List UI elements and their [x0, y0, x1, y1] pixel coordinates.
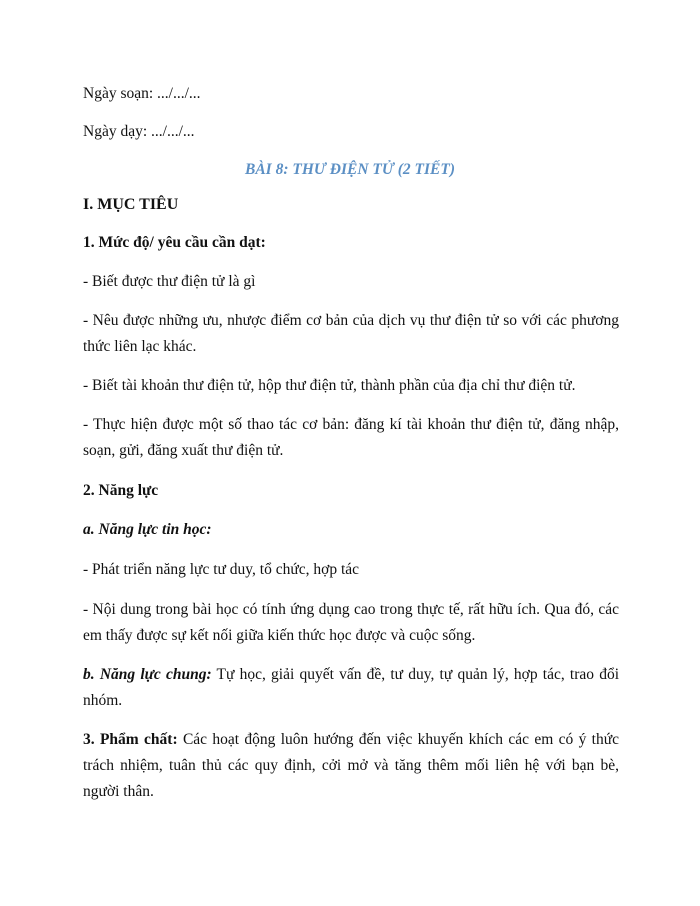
- ngay-day: Ngày dạy: .../.../...: [83, 123, 195, 140]
- text-nang-luc-chung: Tự học, giải quyết vấn đề, tư duy, tự quản lý, hợp tác, trao đổi: [211, 666, 619, 683]
- ngay-soan: Ngày soạn: .../.../...: [83, 85, 201, 102]
- paragraph-continuation: trách nhiệm, tuân thủ các quy định, cởi mở và tăng thêm mối liên hệ với bạn bè,: [83, 757, 619, 774]
- text-pham-chat: Các hoạt động luôn hướng đến việc khuyến khích các em có ý thức: [177, 731, 619, 748]
- list-item: - Phát triển năng lực tư duy, tổ chức, hợp tác: [83, 561, 360, 578]
- list-item-continuation: em thấy được sự kết nối giữa kiến thức học được và cuộc sống.: [83, 627, 476, 644]
- subheading-nang-luc: 2. Năng lực: [83, 482, 159, 499]
- paragraph-continuation: nhóm.: [83, 692, 123, 709]
- list-item-continuation: thức liên lạc khác.: [83, 338, 197, 355]
- label-pham-chat: 3. Phẩm chất:: [83, 731, 178, 748]
- list-item-continuation: soạn, gửi, đăng xuất thư điện tử.: [83, 442, 284, 459]
- paragraph-continuation: người thân.: [83, 783, 154, 800]
- list-item: - Thực hiện được một số thao tác cơ bản: đăng kí tài khoản thư điện tử, đăng nhập,: [83, 416, 619, 433]
- section-heading-muc-tieu: I. MỤC TIÊU: [83, 196, 179, 213]
- list-item: - Biết được thư điện tử là gì: [83, 273, 256, 290]
- list-item: - Nội dung trong bài học có tính ứng dụng cao trong thực tế, rất hữu ích. Qua đó, các: [83, 601, 619, 618]
- label-nang-luc-chung: b. Năng lực chung:: [83, 666, 212, 683]
- lesson-title: BÀI 8: THƯ ĐIỆN TỬ (2 TIẾT): [244, 161, 456, 178]
- paragraph-pham-chat: [83, 727, 619, 753]
- list-item: - Biết tài khoản thư điện tử, hộp thư điện tử, thành phần của địa chỉ thư điện tử.: [83, 377, 576, 394]
- list-item: - Nêu được những ưu, nhược điểm cơ bản của dịch vụ thư điện tử so với các phương: [83, 312, 619, 329]
- paragraph-nang-luc-chung: [83, 662, 619, 688]
- subheading-muc-do: 1. Mức độ/ yêu cầu cần dạt:: [83, 234, 266, 251]
- subheading-nang-luc-tin-hoc: a. Năng lực tin học:: [83, 521, 212, 538]
